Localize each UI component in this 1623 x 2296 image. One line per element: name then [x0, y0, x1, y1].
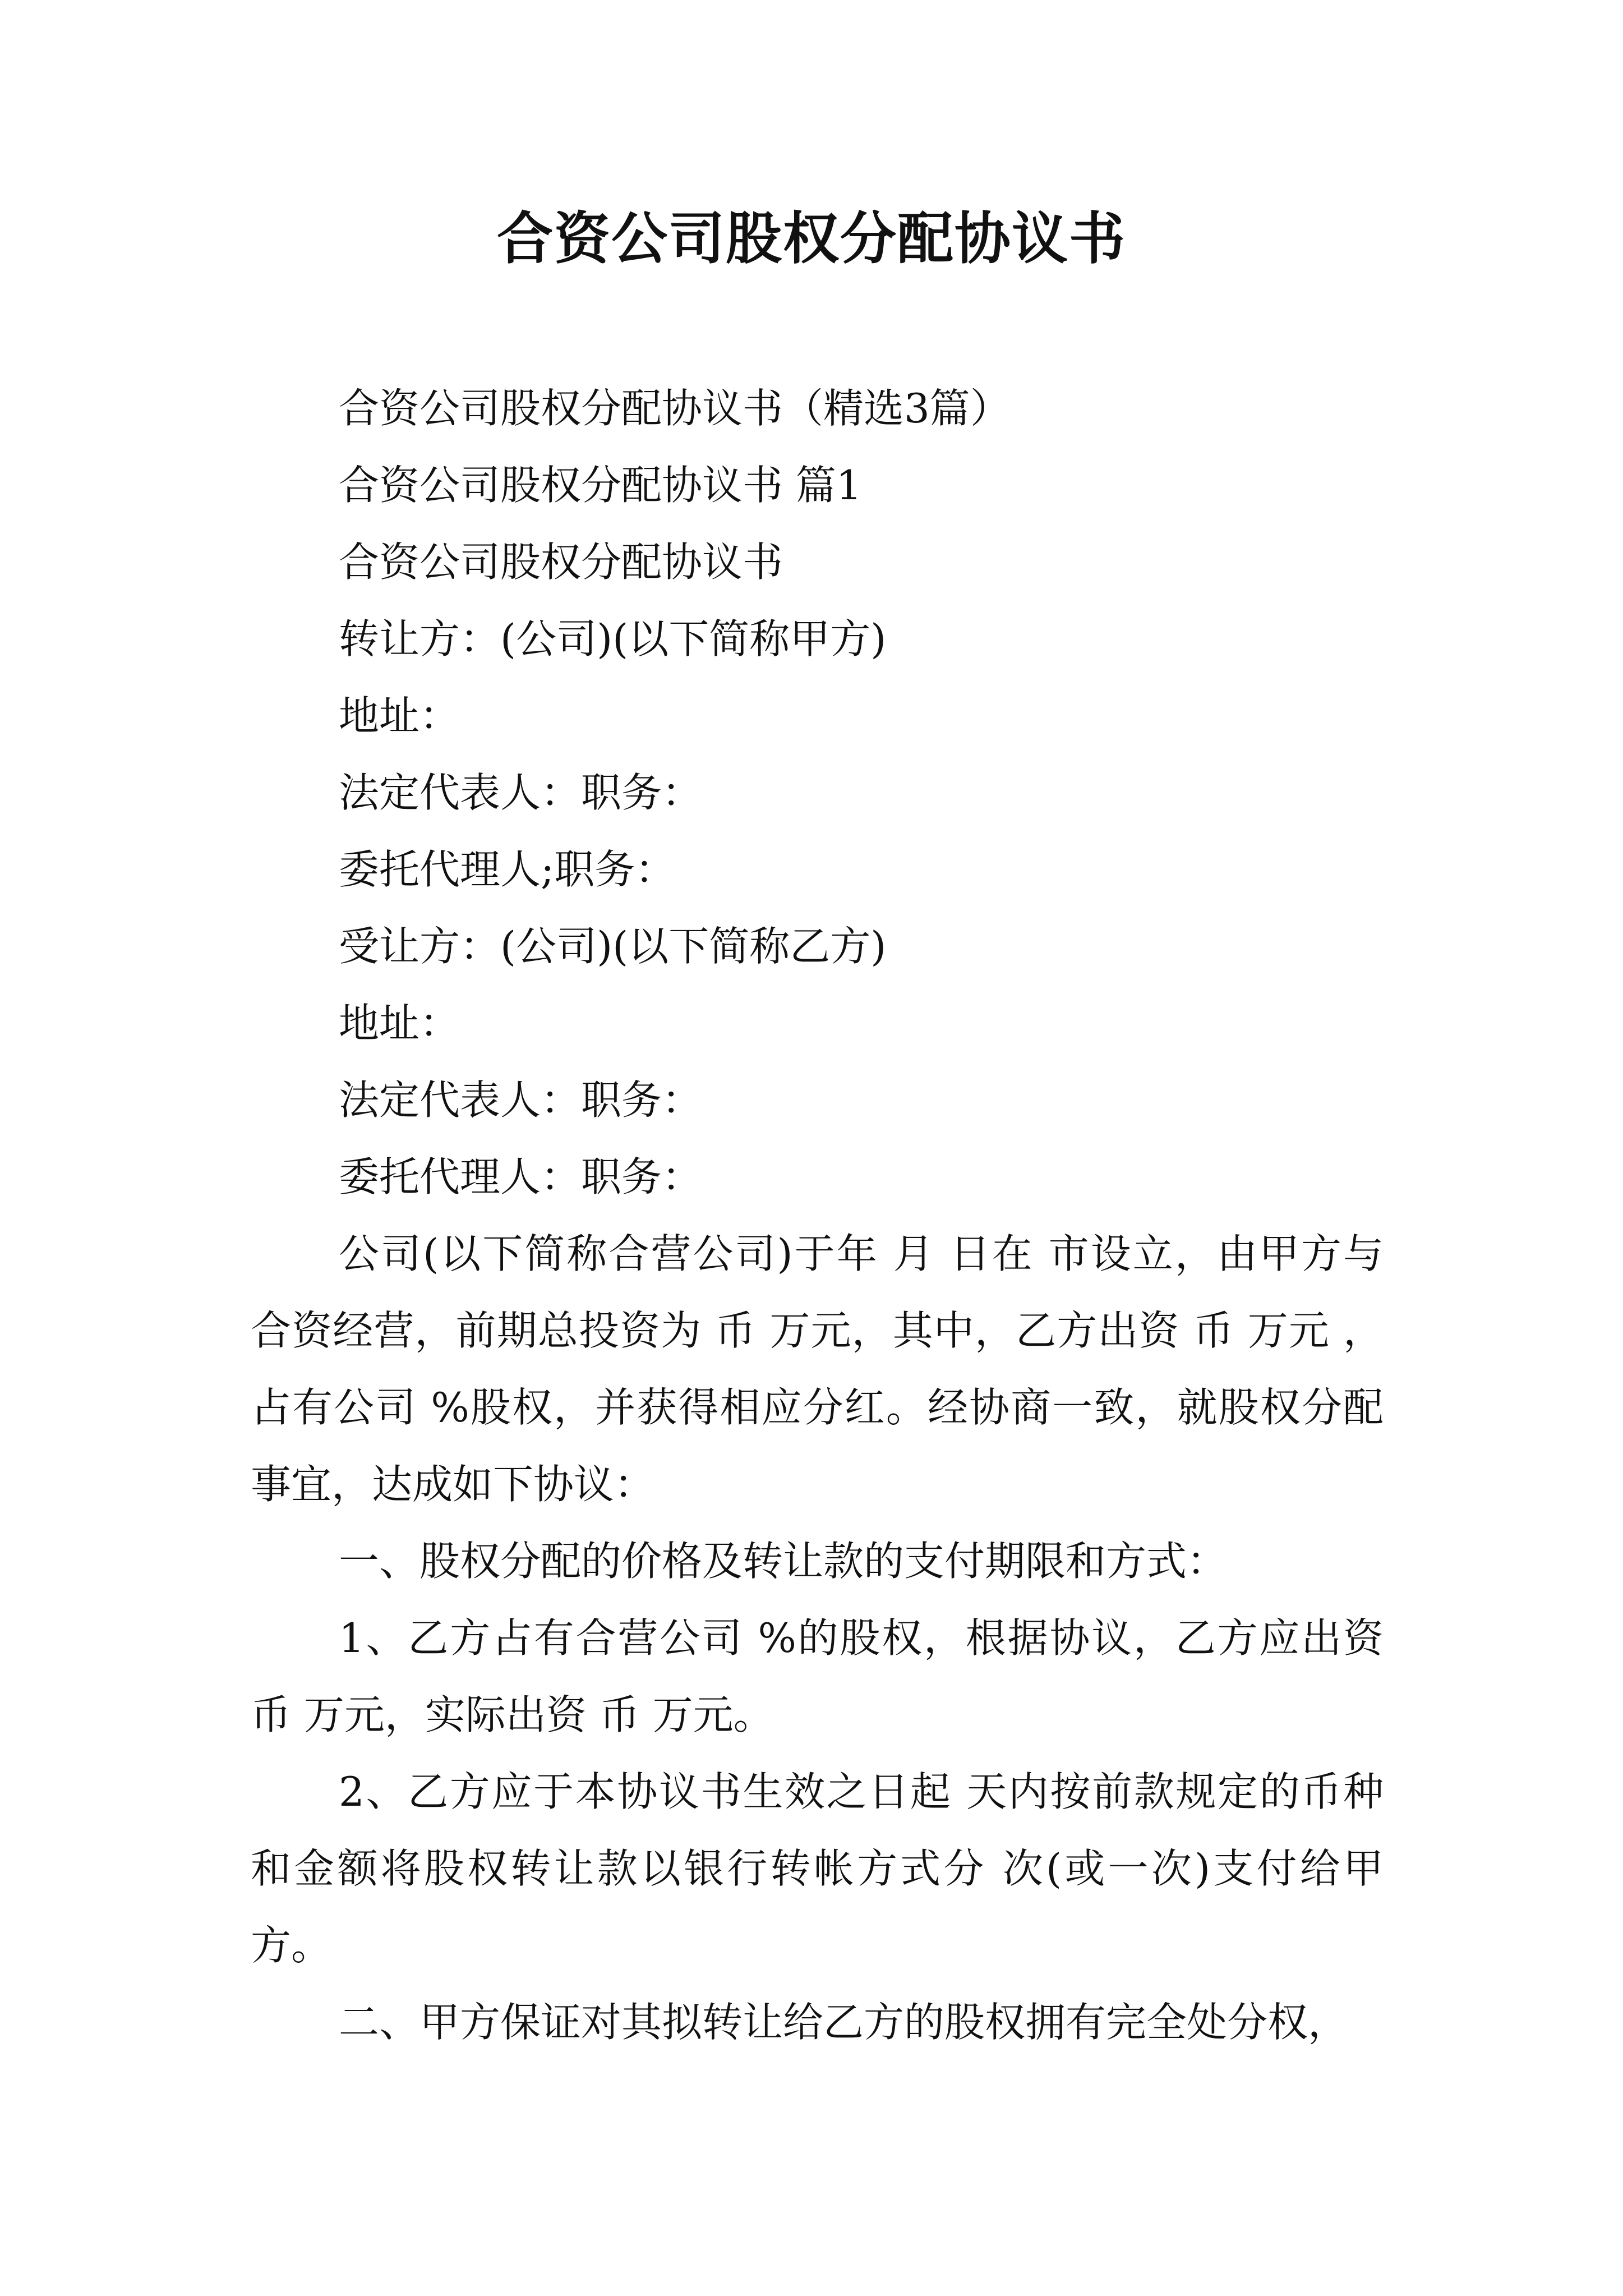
clause-one-heading: 一、股权分配的价格及转让款的支付期限和方式： — [339, 1538, 1228, 1585]
transferee-agent: 委托代理人：职务： — [339, 1153, 703, 1200]
clause-one-item-1: 1、乙方占有合营公司 %的股权，根据协议，乙方应出资 币 万元，实际出资 币 万元。 — [251, 1614, 1384, 1738]
transferor-agent: 委托代理人;职务： — [339, 846, 676, 893]
clause-one-item-2: 2、乙方应于本协议书生效之日起 天内按前款规定的币种和金额将股权转让款以银行转帐方式分 次(或一次)支付给甲方。 — [251, 1768, 1384, 1969]
transferor-line: 转让方：(公司)(以下简称甲方) — [339, 615, 887, 662]
agreement-name: 合资公司股权分配协议书 — [339, 539, 783, 586]
document-title: 合资公司股权分配协议书 — [497, 205, 1126, 272]
subtitle-line: 合资公司股权分配协议书（精选3篇） — [339, 385, 1011, 432]
transferor-legal-rep: 法定代表人：职务： — [339, 769, 703, 816]
section-heading: 合资公司股权分配协议书 篇1 — [339, 462, 862, 509]
document-body — [251, 370, 1384, 2061]
transferee-legal-rep: 法定代表人：职务： — [339, 1076, 703, 1124]
clause-two-paragraph: 二、甲方保证对其拟转让给乙方的股权拥有完全处分权， — [339, 1999, 1349, 2046]
transferee-address: 地址： — [339, 1000, 460, 1047]
transferor-address: 地址： — [339, 692, 460, 739]
transferee-line: 受让方：(公司)(以下简称乙方) — [339, 923, 887, 970]
preamble-paragraph: 公司(以下简称合营公司)于年 月 日在 市设立，由甲方与 合资经营，前期总投资为 币 万元，其中，乙方出资 币 万元 ，占有公司 %股权，并获得相应分红。经协商一致，就股权分配事宜，达成如下协议： — [251, 1230, 1384, 1508]
